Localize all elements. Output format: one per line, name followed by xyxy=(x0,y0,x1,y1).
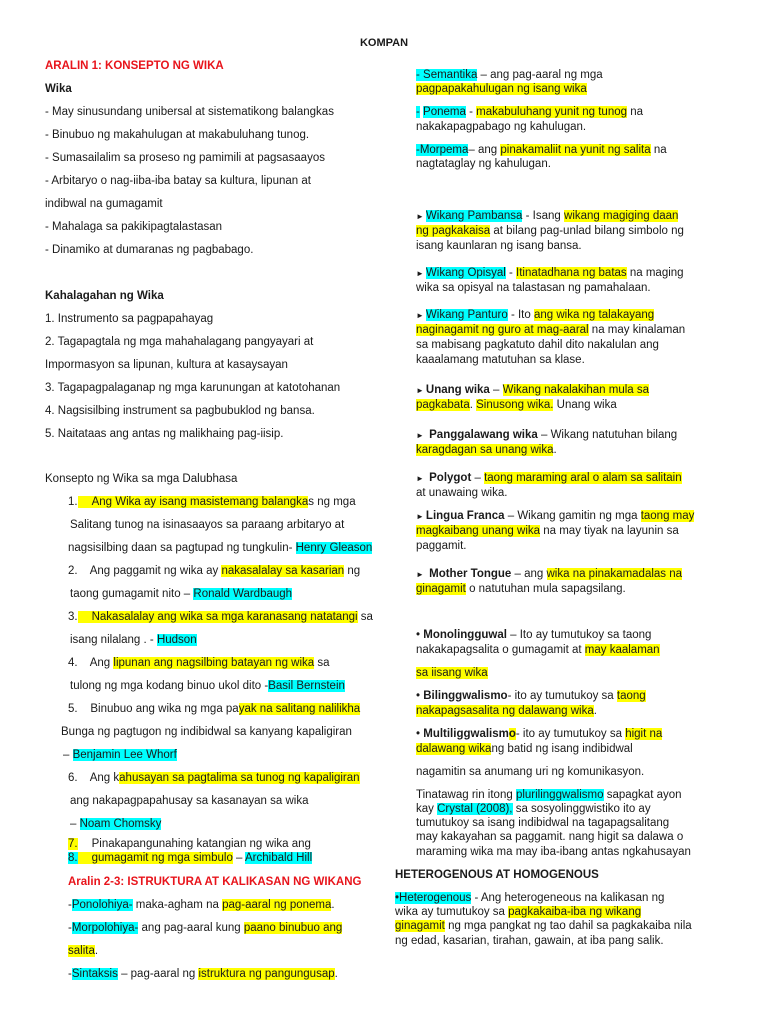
wika-item: - Dinamiko at dumaranas ng pagbabago. xyxy=(45,244,254,256)
plurilinggwalismo-text: may kakayahan sa paggamit. nang higit sa dalawa o xyxy=(416,831,684,843)
ponolohiya-def: -Ponolohiya- maka-agham na pag-aaral ng ponema. xyxy=(68,899,335,911)
ponema-def-cont: nakakapagpabago ng kahulugan. xyxy=(416,121,587,133)
author-name: Basil Bernstein xyxy=(268,680,345,692)
plurilinggwalismo-text: Tinatawag rin itong plurilinggwalismo sapagkat ayon xyxy=(416,789,682,801)
wikang-pambansa-cont: ng pagkakaisa at bilang pag-unlad bilang simbolo ng xyxy=(416,225,684,237)
dalubhasa-item-7: 7. Pinakapangunahing katangian ng wika ang xyxy=(68,838,311,850)
dalubhasa-text: taong gumagamit nito – Ronald Wardbaugh xyxy=(70,588,293,600)
bullet-icon: • xyxy=(416,629,421,641)
author-name: Noam Chomsky xyxy=(79,818,162,830)
dalubhasa-item-6: 6. Ang kahusayan sa pagtalima sa tunog ng kapaligiran xyxy=(68,772,360,784)
dalubhasa-text: – Benjamin Lee Whorf xyxy=(63,749,177,761)
heterogenous-cont: ginagamit ng mga pangkat ng tao dahil sa pagkakaiba nila xyxy=(395,920,692,932)
dalubhasa-text: Salitang tunog na isinasaayos sa paraang arbitaryo at xyxy=(70,519,345,531)
bullet-icon: • xyxy=(416,690,421,702)
wikang-panturo-cont: kaaalamang matutuhan sa klase. xyxy=(416,354,585,366)
wika-item: - Sumasailalim sa proseso ng pamimili at pagsasaayos xyxy=(45,152,325,164)
author-name: Benjamin Lee Whorf xyxy=(72,749,177,761)
dalubhasa-text: tulong ng mga kodang binuo ukol dito -Basil Bernstein xyxy=(70,680,345,692)
arrow-bullet-icon: ► xyxy=(416,386,424,395)
mother-tongue-def: ► Mother Tongue – ang wika na pinakamadalas na xyxy=(416,568,683,580)
hetero-heading: HETEROGENOUS AT HOMOGENOUS xyxy=(395,869,599,881)
unang-wika-def: ► Unang wika – Wikang nakalakihan mula sa xyxy=(416,384,650,396)
wika-item: indibwal na gumagamit xyxy=(45,198,163,210)
pangalawang-wika-def: ► Panggalawang wika – Wikang natutuhan bilang xyxy=(416,429,678,441)
heterogenous-cont: ng edad, kasarian, tirahan, gawain, at iba pang salik. xyxy=(395,935,664,947)
lingua-franca-cont: magkaibang unang wika na may tiyak na layunin sa xyxy=(416,525,679,537)
unang-wika-cont: pagkabata. Sinusong wika. Unang wika xyxy=(416,399,617,411)
multilinggwalismo-cont: nagamitin sa anumang uri ng komunikasyon. xyxy=(416,766,645,778)
dalubhasa-item-1: 1. Ang Wika ay isang masistemang balangkas ng mga xyxy=(68,496,356,508)
lingua-franca-def: ► Lingua Franca – Wikang gamitin ng mga taong may xyxy=(416,510,695,522)
plurilinggwalismo-text: tumutukoy sa isang indibidwal na tagapagsalitang xyxy=(416,817,670,829)
wika-item: - May sinusundang unibersal at sistematikong balangkas xyxy=(45,106,334,118)
kahalagahan-heading: Kahalagahan ng Wika xyxy=(45,290,164,302)
kahalagahan-item: 2. Tagapagtala ng mga mahahalagang pangyayari at xyxy=(45,336,314,348)
arrow-bullet-icon: ► xyxy=(416,269,424,278)
author-name: Henry Gleason xyxy=(295,542,373,554)
wikang-panturo-cont: sa mabisang pagkatuto dahil dito nakalulan ang xyxy=(416,339,659,351)
morpolohiya-def-cont: salita. xyxy=(68,945,99,957)
kahalagahan-item: 3. Tagapagpalaganap ng mga karunungan at katotohanan xyxy=(45,382,341,394)
kahalagahan-item: 1. Instrumento sa pagpapahayag xyxy=(45,313,214,325)
plurilinggwalismo-text: kay Crystal (2008), sa sosyolinggwistiko ito ay xyxy=(416,803,651,815)
monolingguwal-def: • Monolingguwal – Ito ay tumutukoy sa taong xyxy=(416,629,652,641)
dalubhasa-text: ang nakapagpapahusay sa kasanayan sa wika xyxy=(70,795,309,807)
arrow-bullet-icon: ► xyxy=(416,474,424,483)
ponema-def: - Ponema - makabuluhang yunit ng tunog na xyxy=(416,106,644,118)
dalubhasa-text: – Noam Chomsky xyxy=(70,818,162,830)
morpema-def: -Morpema– ang pinakamaliit na yunit ng salita na xyxy=(416,144,667,156)
wikang-pambansa-cont: isang kaunlaran ng isang bansa. xyxy=(416,240,582,252)
sintaksis-def: -Sintaksis – pag-aaral ng istruktura ng pangungusap. xyxy=(68,968,338,980)
arrow-bullet-icon: ► xyxy=(416,212,424,221)
dalubhasa-text: Bunga ng pagtugon ng indibidwal sa kanyang kapaligiran xyxy=(61,726,352,738)
wika-item: - Binubuo ng makahulugan at makabuluhang tunog. xyxy=(45,129,310,141)
arrow-bullet-icon: ► xyxy=(416,570,424,579)
multilinggwalismo-def: • Multiliggwalismo- ito ay tumutukoy sa higit na xyxy=(416,728,663,740)
wika-heading: Wika xyxy=(45,83,72,95)
wika-item: - Mahalaga sa pakikipagtalastasan xyxy=(45,221,223,233)
plurilinggwalismo-text: maraming wika ma may iba-ibang antas ngkahusayan xyxy=(416,846,691,858)
polygot-def: ► Polygot – taong maraming aral o alam sa salitain xyxy=(416,472,682,484)
morpema-def-cont: nagtataglay ng kahulugan. xyxy=(416,158,551,170)
heterogenous-cont: wika ay tumutukoy sa pagkakaiba-iba ng wikang xyxy=(395,906,642,918)
bilinggwalismo-def: • Bilinggwalismo- ito ay tumutukoy sa taong xyxy=(416,690,646,702)
aralin23-heading: Aralin 2-3: ISTRUKTURA AT KALIKASAN NG WIKANG xyxy=(68,876,362,888)
mother-tongue-cont: ginagamit o natutuhan mula sapagsilang. xyxy=(416,583,626,595)
dalubhasa-text: nagsisilbing daan sa pagtupad ng tungkulin- Henry Gleason xyxy=(68,542,373,554)
dalubhasa-text: isang nilalang . - Hudson xyxy=(70,634,197,646)
dalubhasa-heading: Konsepto ng Wika sa mga Dalubhasa xyxy=(45,473,238,485)
author-name: Hudson xyxy=(156,634,197,646)
wikang-panturo-cont: naginagamit ng guro at mag-aaral na may kinalaman xyxy=(416,324,686,336)
dalubhasa-item-8: 8. gumagamit ng mga simbulo – Archibald Hill xyxy=(68,852,313,864)
pangalawang-wika-cont: karagdagan sa unang wika. xyxy=(416,444,557,456)
dalubhasa-item-4: 4. Ang lipunan ang nagsilbing batayan ng wika sa xyxy=(68,657,330,669)
kahalagahan-item: 5. Naitataas ang antas ng malikhaing pag-iisip. xyxy=(45,428,284,440)
dalubhasa-item-5: 5. Binubuo ang wika ng mga payak na salitang nalilikha xyxy=(68,703,361,715)
dalubhasa-item-3: 3. Nakasalalay ang wika sa mga karanasang natatangi sa xyxy=(68,611,373,623)
morpolohiya-def: -Morpolohiya- ang pag-aaral kung paano binubuo ang xyxy=(68,922,343,934)
polygot-cont: at unawaing wika. xyxy=(416,487,508,499)
kahalagahan-item: Impormasyon sa lipunan, kultura at kasaysayan xyxy=(45,359,288,371)
wikang-pambansa-def: ► Wikang Pambansa - Isang wikang magiging daan xyxy=(416,210,679,222)
document-title: KOMPAN xyxy=(359,37,409,49)
lingua-franca-cont: paggamit. xyxy=(416,540,467,552)
bullet-icon: • xyxy=(416,728,421,740)
wikang-opisyal-def: ► Wikang Opisyal - Itinatadhana ng batas na maging xyxy=(416,267,684,279)
kahalagahan-item: 4. Nagsisilbing instrument sa pagbubuklod ng bansa. xyxy=(45,405,315,417)
wikang-panturo-def: ► Wikang Panturo - Ito ang wika ng talakayang xyxy=(416,309,655,321)
dalubhasa-item-2: 2. Ang paggamit ng wika ay nakasalalay sa kasarian ng xyxy=(68,565,361,577)
multilinggwalismo-cont: dalawang wikang batid ng isang indibidwal xyxy=(416,743,633,755)
aralin1-heading: ARALIN 1: KONSEPTO NG WIKA xyxy=(45,60,224,72)
wika-item: - Arbitaryo o nag-iiba-iba batay sa kultura, lipunan at xyxy=(45,175,311,187)
bilinggwalismo-cont: nakapagsasalita ng dalawang wika. xyxy=(416,705,597,717)
arrow-bullet-icon: ► xyxy=(416,512,424,521)
heterogenous-def: •Heterogenous - Ang heterogeneous na kalikasan ng xyxy=(395,892,665,904)
arrow-bullet-icon: ► xyxy=(416,311,424,320)
arrow-bullet-icon: ► xyxy=(416,431,424,440)
semantika-def: - Semantika – ang pag-aaral ng mga xyxy=(416,69,603,81)
author-name: Archibald Hill xyxy=(245,852,313,864)
semantika-def-cont: pagpapakahulugan ng isang wika xyxy=(416,83,587,95)
wikang-opisyal-cont: wika sa opisyal na talastasan ng pamahalaan. xyxy=(416,282,651,294)
author-name: Ronald Wardbaugh xyxy=(193,588,293,600)
monolingguwal-cont: nakakapagsalita o gumagamit at may kaalaman xyxy=(416,644,660,656)
monolingguwal-cont: sa iisang wika xyxy=(416,667,488,679)
